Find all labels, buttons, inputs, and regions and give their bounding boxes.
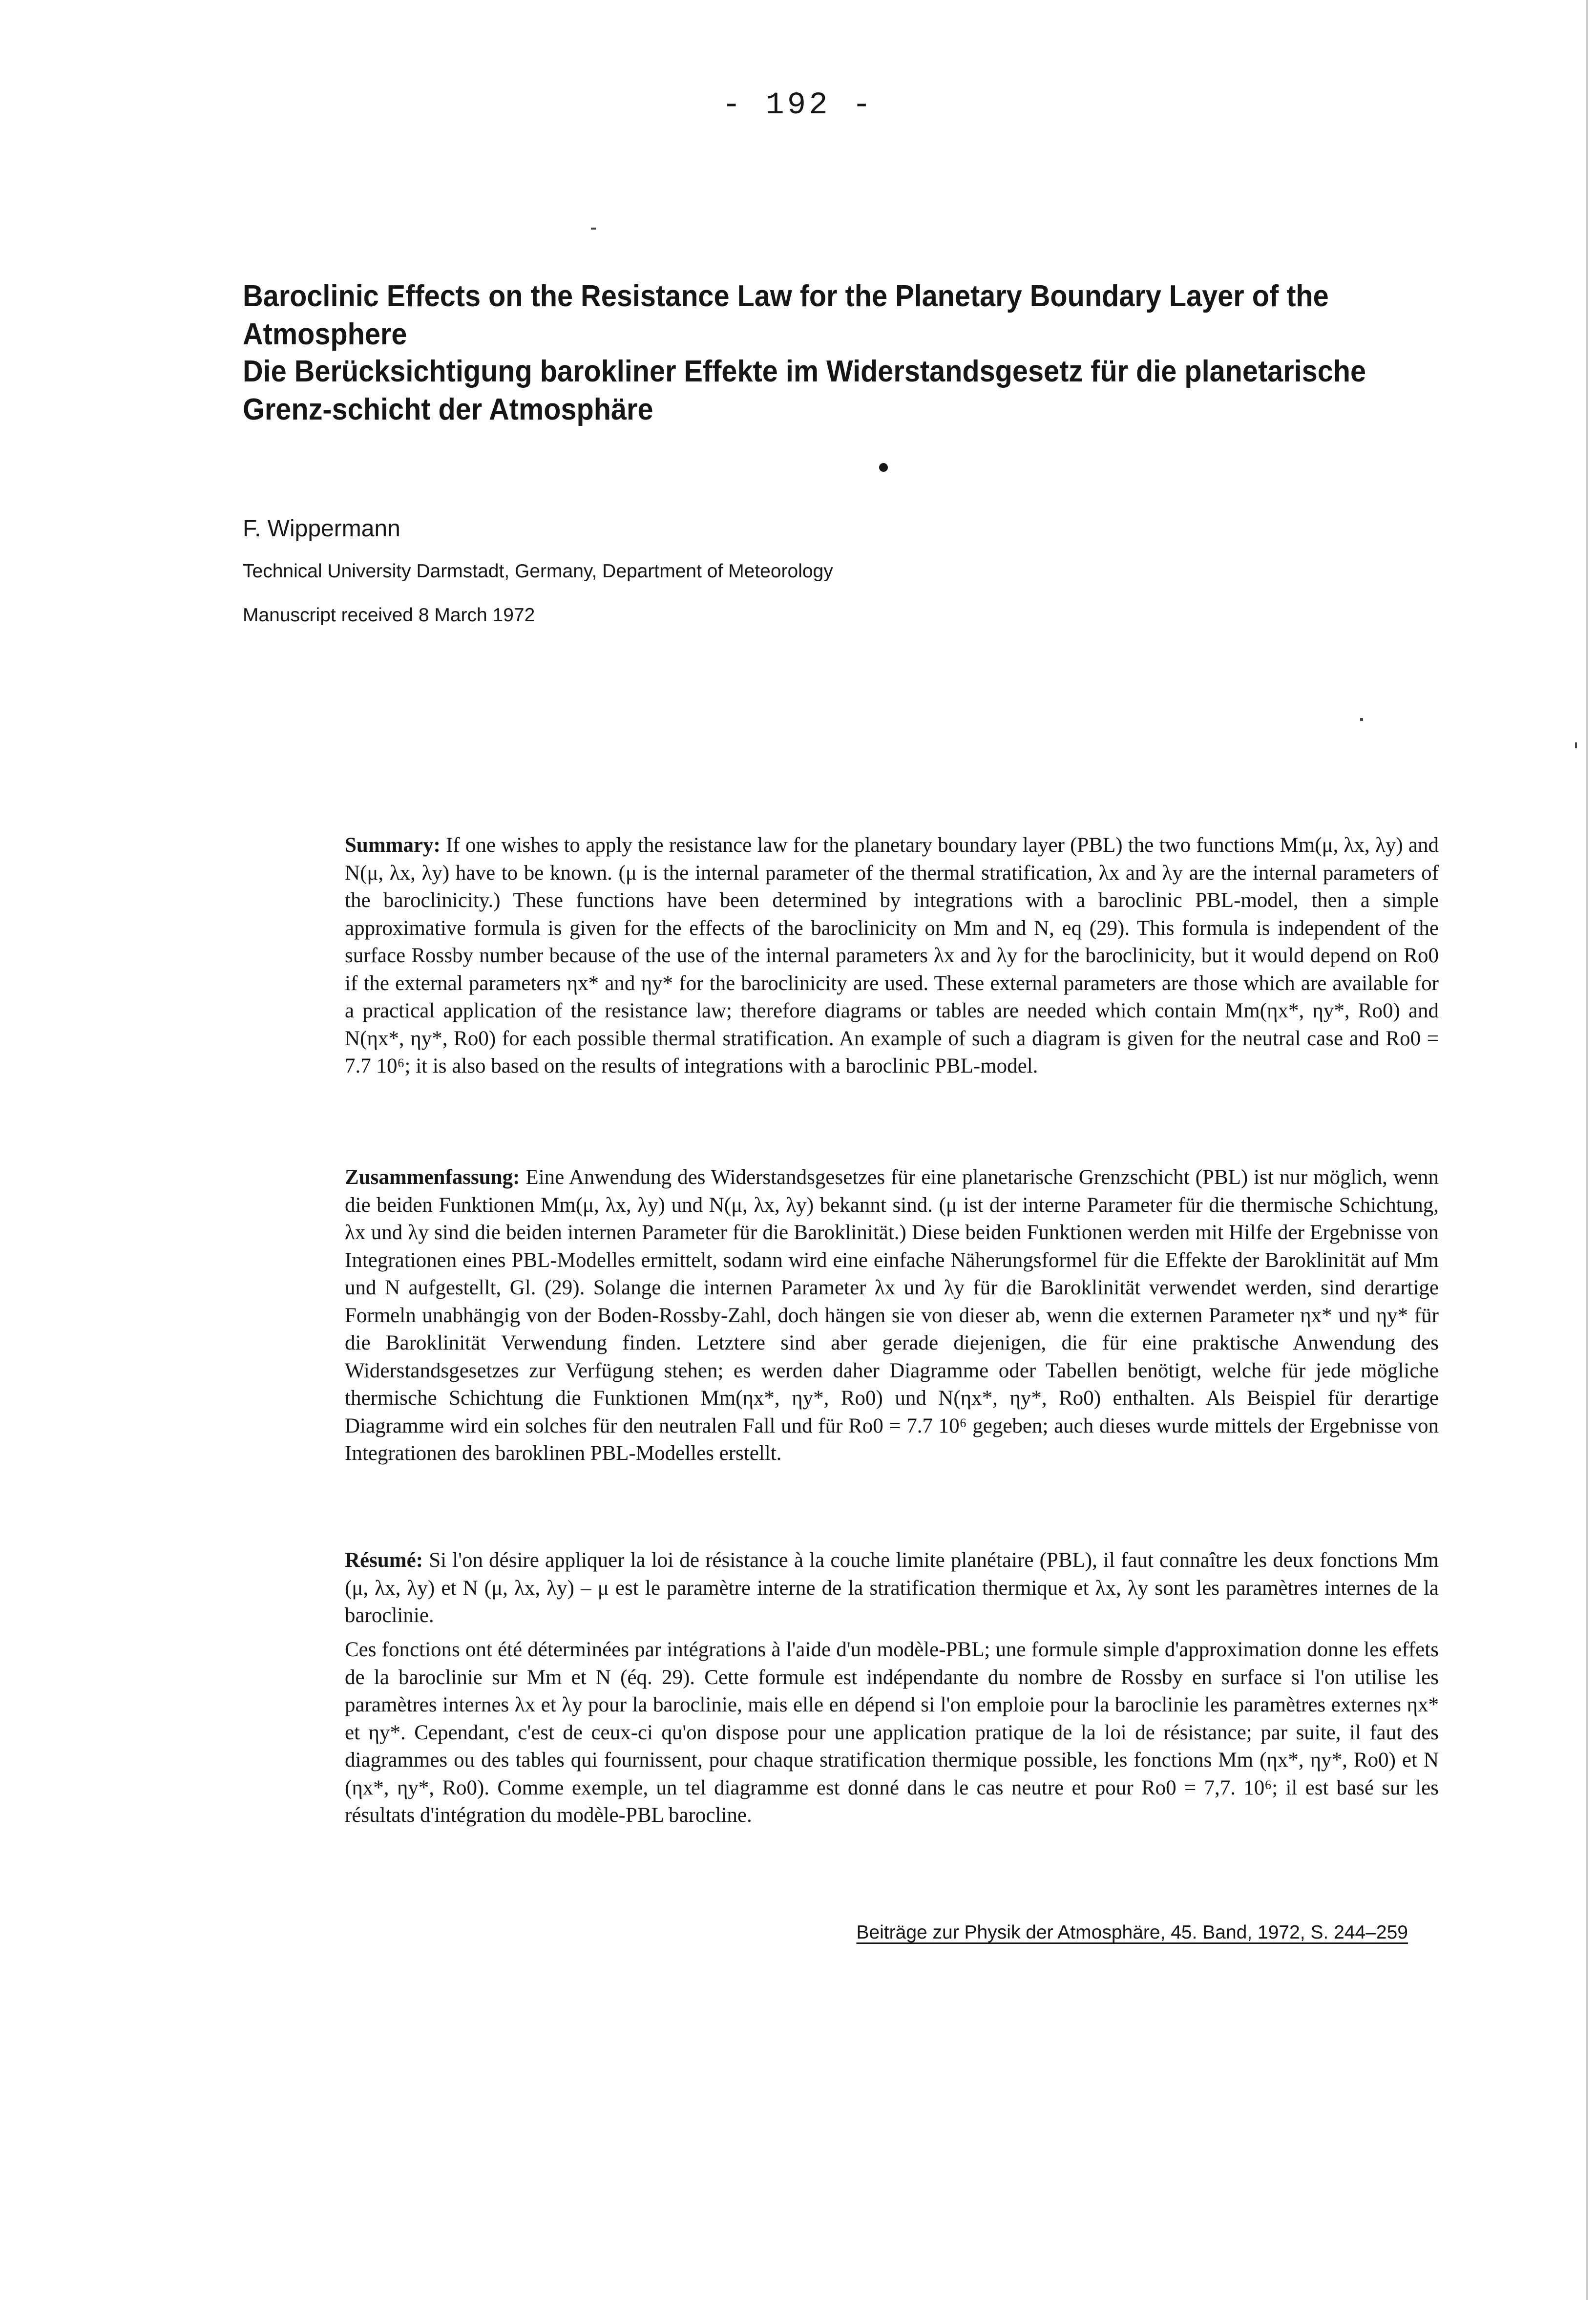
received-date: Manuscript received 8 March 1972 xyxy=(243,605,535,626)
summary-text: If one wishes to apply the resistance law for the planetary boundary layer (PBL) the two functions Mm(μ, λx, λy) and N(μ, λx, λy) have to be known. (μ is the internal parameter of the thermal stratification, λx and λy are the internal parameters of the baroclinicity.) These functions have been determined by integrations with a baroclinic PBL-model, then a simple approximative formula is given for the effects of the baroclinicity on Mm and N, eq (29). This formula is independent of the surface Rossby number because of the use of the internal parameters λx and λy for the baroclinicity, but it would depend on Ro0 if the external parameters ηx* and ηy* for the baroclinicity are used. These external parameters are those which are available for a practical application of the resistance law; therefore diagrams or tables are needed which contain Mm(ηx*, ηy*, Ro0) and N(ηx*, ηy*, Ro0) for each possible thermal stratification. An example of such a diagram is given for the neutral case and Ro0 = 7.7 10⁶; it is also based on the results of integrations with a baroclinic PBL-model. xyxy=(345,834,1439,1077)
zusammenfassung-label: Zusammenfassung: xyxy=(345,1166,520,1189)
scan-speck xyxy=(1575,742,1577,748)
section-bullet xyxy=(879,463,888,472)
article-title-german: Die Berücksichtigung barokliner Effekte im Widerstandsgesetz für die planetarische Grenz-schicht der Atmosphäre xyxy=(243,355,1366,426)
journal-citation: Beiträge zur Physik der Atmosphäre, 45. Band, 1972, S. 244–259 xyxy=(856,1922,1408,1943)
author-name: F. Wippermann xyxy=(243,516,400,542)
article-title-english: Baroclinic Effects on the Resistance Law for the Planetary Boundary Layer of the Atmosphere xyxy=(243,279,1329,351)
resume-text: Si l'on désire appliquer la loi de résistance à la couche limite planétaire (PBL), il faut connaître les deux fonctions Mm (μ, λx, λy) et N (μ, λx, λy) – μ est le paramètre interne de la stratification thermique et λx, λy sont les paramètres internes de la baroclinie. xyxy=(345,1549,1439,1627)
summary-label: Summary: xyxy=(345,834,441,857)
zusammenfassung-abstract xyxy=(345,1164,1439,1468)
page-number: - 192 - xyxy=(722,88,874,123)
resume-body-paragraph xyxy=(345,1636,1439,1830)
zusammenfassung-text: Eine Anwendung des Widerstandsgesetzes für eine planetarische Grenzschicht (PBL) ist nur möglich, wenn die beiden Funktionen Mm(μ, λx, λy) und N(μ, λx, λy) bekannt sind. (μ ist der interne Parameter für die thermische Schichtung, λx und λy sind die beiden internen Parameter für die Baroklinität.) Diese beiden Funktionen werden mit Hilfe der Ergebnisse von Integrationen eines PBL-Modelles ermittelt, sodann wird eine einfache Näherungsformel für die Effekte der Baroklinität auf Mm und N aufgestellt, Gl. (29). Solange die internen Parameter λx und λy für die Baroklinität verwendet werden, sind derartige Formeln unabhängig von der Boden-Rossby-Zahl, doch hängen sie von dieser ab, wenn die externen Parameter ηx* und ηy* für die Baroklinität Verwendung finden. Letztere sind aber gerade diejenigen, die für eine praktische Anwendung des Widerstandsgesetzes zur Verfügung stehen; es werden daher Diagramme oder Tabellen benötigt, welche für jede mögliche thermische Schichtung die Funktionen Mm(ηx*, ηy*, Ro0) und N(ηx*, ηy*, Ro0) enthalten. Als Beispiel für derartige Diagramme wird ein solches für den neutralen Fall und für Ro0 = 7.7 10⁶ gegeben; auch dieses wurde mittels der Ergebnisse von Integrationen des baroklinen PBL-Modelles erstellt. xyxy=(345,1166,1439,1465)
resume-body-text: Ces fonctions ont été déterminées par intégrations à l'aide d'un modèle-PBL; une formule simple d'approximation donne les effets de la baroclinie sur Mm et N (éq. 29). Cette formule est indépendante du nombre de Rossby en surface si l'on utilise les paramètres internes λx et λy pour la baroclinie, mais elle en dépend si l'on emploie pour la baroclinie les paramètres externes ηx* et ηy*. Cependant, c'est de ceux-ci qu'on dispose pour une application pratique de la loi de résistance; par suite, il faut des diagrammes ou des tables qui fournissent, pour chaque stratification thermique possible, les fonctions Mm (ηx*, ηy*, Ro0) et N (ηx*, ηy*, Ro0). Comme exemple, un tel diagramme est donné dans le cas neutre et pour Ro0 = 7,7. 10⁶; il est basé sur les résultats d'intégration du modèle-PBL barocline. xyxy=(345,1638,1439,1827)
author-affiliation: Technical University Darmstadt, Germany, Department of Meteorology xyxy=(243,561,833,582)
summary-abstract xyxy=(345,832,1439,1080)
scan-speck xyxy=(1360,718,1363,721)
resume-label: Résumé: xyxy=(345,1549,423,1572)
resume-abstract xyxy=(345,1547,1439,1630)
scan-speck xyxy=(591,228,596,230)
scan-border-line xyxy=(1586,0,1588,2300)
